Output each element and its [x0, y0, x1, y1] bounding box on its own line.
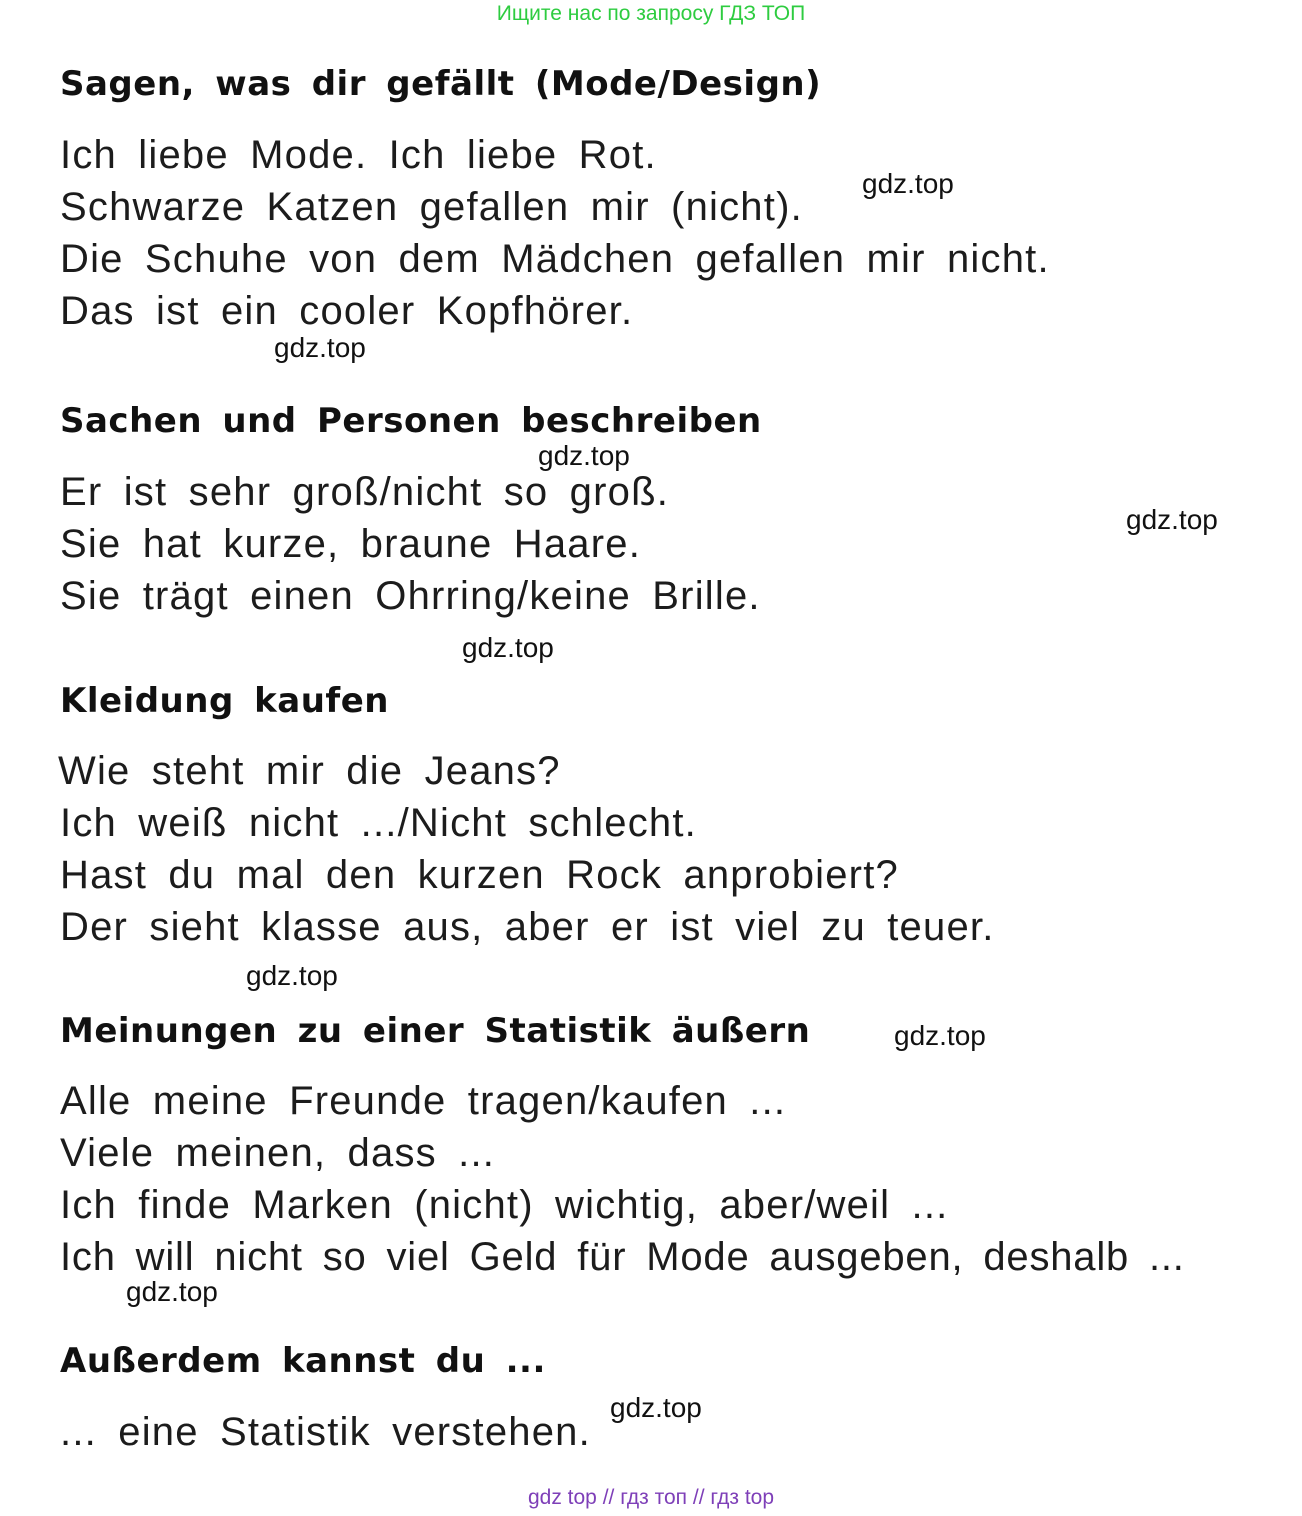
watermark-text: gdz.top [610, 1392, 702, 1423]
phrase-line: ... eine Statistik verstehen. [60, 1410, 591, 1454]
watermark-text: gdz.top [126, 1276, 218, 1307]
phrase-line: Hast du mal den kurzen Rock anprobiert? [60, 853, 899, 897]
section-heading-kleidung-kaufen: Kleidung kaufen [60, 681, 389, 721]
phrase-line: Ich liebe Mode. Ich liebe Rot. [60, 133, 657, 177]
phrase-line: Ich weiß nicht .../Nicht schlecht. [60, 801, 697, 845]
watermark-text: gdz.top [1126, 504, 1218, 535]
watermark-text: gdz.top [246, 960, 338, 991]
top-search-banner[interactable]: Ищите нас по запросу ГДЗ ТОП [496, 2, 806, 25]
phrase-line: Der sieht klasse aus, aber er ist viel zu teuer. [60, 905, 995, 949]
watermark-text: gdz.top [462, 632, 554, 663]
phrase-line: Sie hat kurze, braune Haare. [60, 522, 642, 566]
phrase-line: Wie steht mir die Jeans? [58, 749, 561, 793]
section-heading-statistik: Meinungen zu einer Statistik äußern [60, 1011, 811, 1051]
phrase-line: Sie trägt einen Ohrring/keine Brille. [60, 574, 761, 618]
section-heading-beschreiben: Sachen und Personen beschreiben [60, 401, 762, 441]
section-heading-mode-design: Sagen, was dir gefällt (Mode/Design) [60, 64, 822, 104]
watermark-text: gdz.top [274, 332, 366, 363]
footer-links[interactable]: gdz top // гдз топ // гдз top [527, 1486, 775, 1509]
phrase-line: Er ist sehr groß/nicht so groß. [60, 470, 670, 514]
phrase-line: Ich finde Marken (nicht) wichtig, aber/weil ... [60, 1183, 949, 1227]
phrase-line: Alle meine Freunde tragen/kaufen ... [60, 1079, 787, 1123]
watermark-text: gdz.top [538, 440, 630, 471]
phrase-line: Viele meinen, dass ... [60, 1131, 496, 1175]
phrase-line: Ich will nicht so viel Geld für Mode ausgeben, deshalb ... [60, 1235, 1185, 1279]
watermark-text: gdz.top [894, 1020, 986, 1051]
phrase-line: Das ist ein cooler Kopfhörer. [60, 289, 634, 333]
section-heading-ausserdem: Außerdem kannst du ... [60, 1341, 546, 1381]
watermark-text: gdz.top [862, 168, 954, 199]
phrase-line: Die Schuhe von dem Mädchen gefallen mir nicht. [60, 237, 1050, 281]
phrase-line: Schwarze Katzen gefallen mir (nicht). [60, 185, 803, 229]
